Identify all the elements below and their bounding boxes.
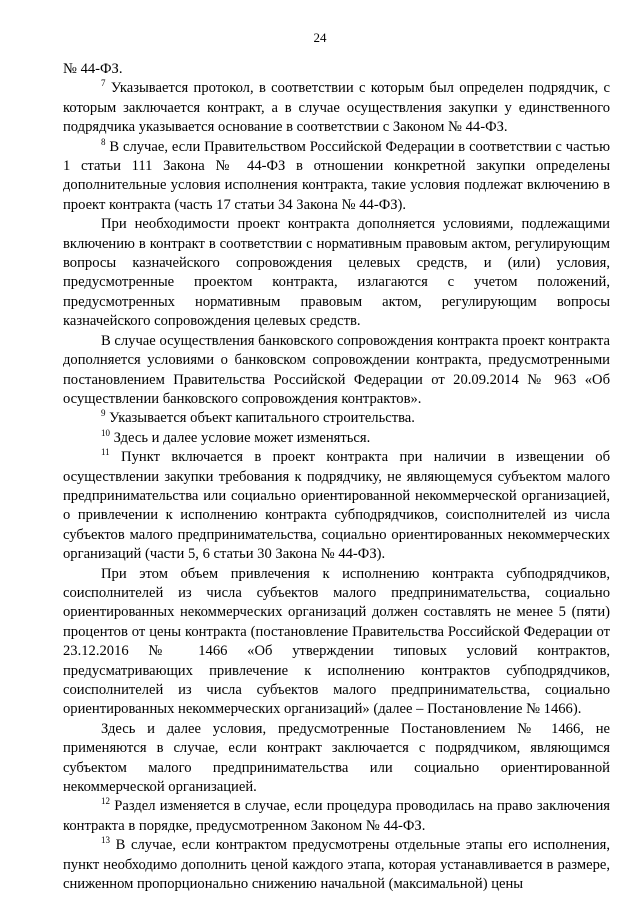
footnote-12 xyxy=(63,797,610,836)
footnote-9 xyxy=(63,409,610,428)
paragraph-text: Указывается протокол, в соответствии с которым был определен подрядчик, с которым заключается контракт, а в случае осуществления закупки у единственного подрядчика указывается основание в соответствии с Законом № 44-ФЗ. xyxy=(63,80,610,136)
footnote-7 xyxy=(63,79,610,137)
paragraph-text: Пункт включается в проект контракта при наличии в извещении об осуществлении закупки требования к подрядчику, не являющемуся субъектом малого предпринимательства или социально ориентированной некоммерческой организацией, о привлечении к исполнению контракта субподрядчиков, соисполнителей из числа субъектов малого предпринимательства, социально ориентированных некоммерческих организаций (части 5, 6 статьи 30 Закона № 44-ФЗ). xyxy=(63,449,610,563)
footnote-marker: 7 xyxy=(101,78,106,89)
footnote-marker: 9 xyxy=(101,408,106,419)
footnote-13 xyxy=(63,836,610,894)
footnote-marker: 10 xyxy=(101,427,110,438)
document-body xyxy=(63,60,610,894)
paragraph-continuation xyxy=(63,60,610,79)
paragraph-text: При необходимости проект контракта дополняется условиями, подлежащими включению в контракт в соответствии с нормативным правовым актом, регулирующим вопросы казначейского сопровождения целевых средств, и (или) условия, предусмотренные проектом контракта, излагаются с учетом положений, предусмотренных нормативным правовым актом, регулирующим вопросы казначейского сопровождения целевых средств. xyxy=(63,216,610,330)
footnote-11 xyxy=(63,448,610,564)
page-number: 24 xyxy=(313,30,327,45)
paragraph-text: При этом объем привлечения к исполнению контракта субподрядчиков, соисполнителей из числа субъектов малого предпринимательства, социально ориентированных некоммерческих организаций должен составлять не менее 5 (пяти) процентов от цены контракта (постановление Правительства Российской Федерации от 23.12.2016 № 1466 «Об утверждении типовых условий контрактов, предусматривающих привлечение к исполнению контрактов субподрядчиков, соисполнителей из числа субъектов малого предпринимательства, социально ориентированных некоммерческих организаций» (далее – Постановление № 1466). xyxy=(63,565,610,718)
footnote-marker: 8 xyxy=(101,136,106,147)
paragraph xyxy=(63,215,610,331)
footnote-marker: 11 xyxy=(101,447,110,458)
paragraph-text: Здесь и далее условия, предусмотренные Постановлением № 1466, не применяются в случае, если контракт заключается с подрядчиком, являющимся субъектом малого предпринимательства или социально ориентированной некоммерческой организацией. xyxy=(63,720,610,796)
paragraph-text: В случае, если контрактом предусмотрены отдельные этапы его исполнения, пункт необходимо дополнить ценой каждого этапа, которая устанавливается в размере, сниженном пропорционально снижению начальной (максимальной) цены xyxy=(63,837,610,893)
paragraph-text: Раздел изменяется в случае, если процедура проводилась на право заключения контракта в порядке, предусмотренном Законом № 44-ФЗ. xyxy=(63,798,610,834)
paragraph-text: Здесь и далее условие может изменяться. xyxy=(110,429,371,446)
paragraph xyxy=(63,332,610,410)
footnote-marker: 13 xyxy=(101,835,110,846)
footnote-8 xyxy=(63,138,610,216)
paragraph-text: В случае осуществления банковского сопровождения контракта проект контракта дополняется условиями о банковском сопровождении контракта, предусмотренными постановлением Правительства Российской Федерации от 20.09.2014 № 963 «Об осуществлении банковского сопровождения контрактов». xyxy=(63,332,610,407)
paragraph-text: Указывается объект капитального строительства. xyxy=(105,410,415,427)
footnote-marker: 12 xyxy=(101,796,110,807)
paragraph xyxy=(63,565,610,720)
footnote-10 xyxy=(63,429,610,448)
paragraph-text: № 44-ФЗ. xyxy=(63,61,123,77)
paragraph-text: В случае, если Правительством Российской Федерации в соответствии с частью 1 статьи 111 Закона № 44-ФЗ в отношении конкретной закупки определены дополнительные условия исполнения контракта, такие условия подлежат включению в проект контракта (часть 17 статьи 34 Закона № 44-ФЗ). xyxy=(63,138,610,213)
paragraph xyxy=(63,720,610,798)
